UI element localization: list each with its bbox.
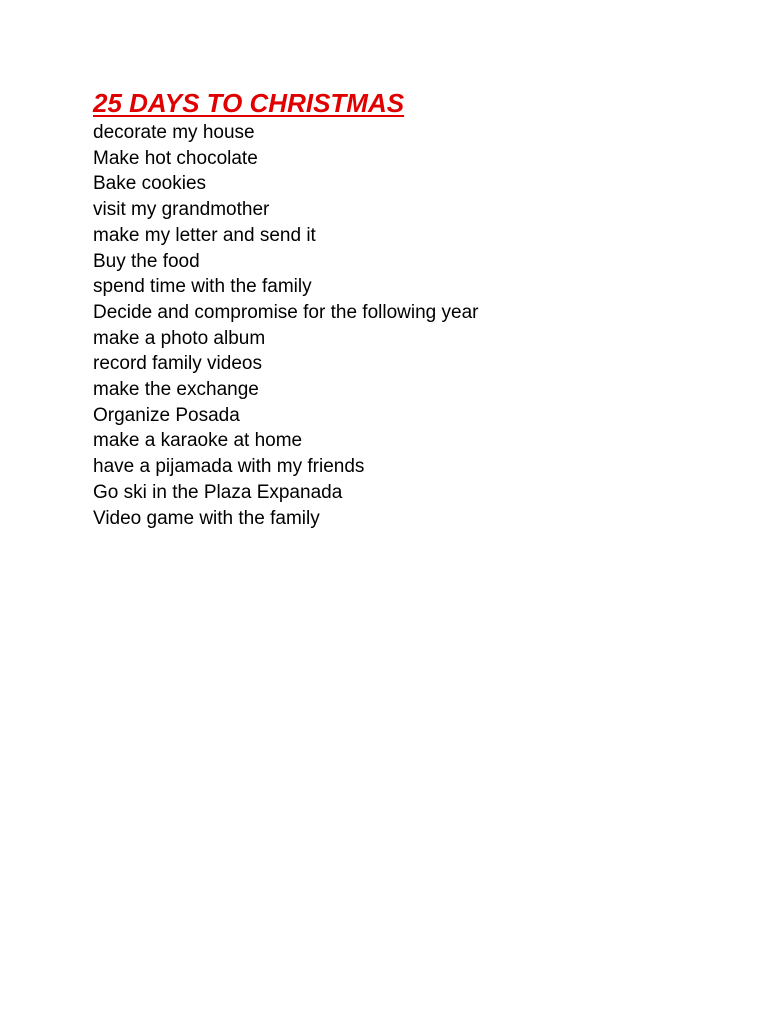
list-item: Bake cookies [93, 173, 207, 195]
list-item: Buy the food [93, 250, 200, 272]
list-item: make the exchange [93, 379, 259, 401]
list-item: Go ski in the Plaza Expanada [93, 481, 343, 503]
list-item: visit my grandmother [93, 199, 270, 221]
list-item: make a karaoke at home [93, 430, 303, 452]
list-item: Make hot chocolate [93, 147, 258, 169]
list-item: spend time with the family [93, 276, 312, 298]
list-item: decorate my house [93, 122, 255, 143]
list-item: have a pijamada with my friends [93, 456, 365, 478]
list-item: Decide and compromise for the following year [93, 301, 479, 323]
list-item: Organize Posada [93, 404, 240, 426]
list-item: make my letter and send it [93, 224, 316, 246]
list-item: record family videos [93, 353, 262, 375]
document-title: 25 DAYS TO CHRISTMAS [93, 88, 405, 118]
document-content [93, 86, 713, 531]
list-item: Video game with the family [93, 507, 320, 529]
list-item: make a photo album [93, 327, 266, 349]
activity-list [93, 120, 713, 531]
